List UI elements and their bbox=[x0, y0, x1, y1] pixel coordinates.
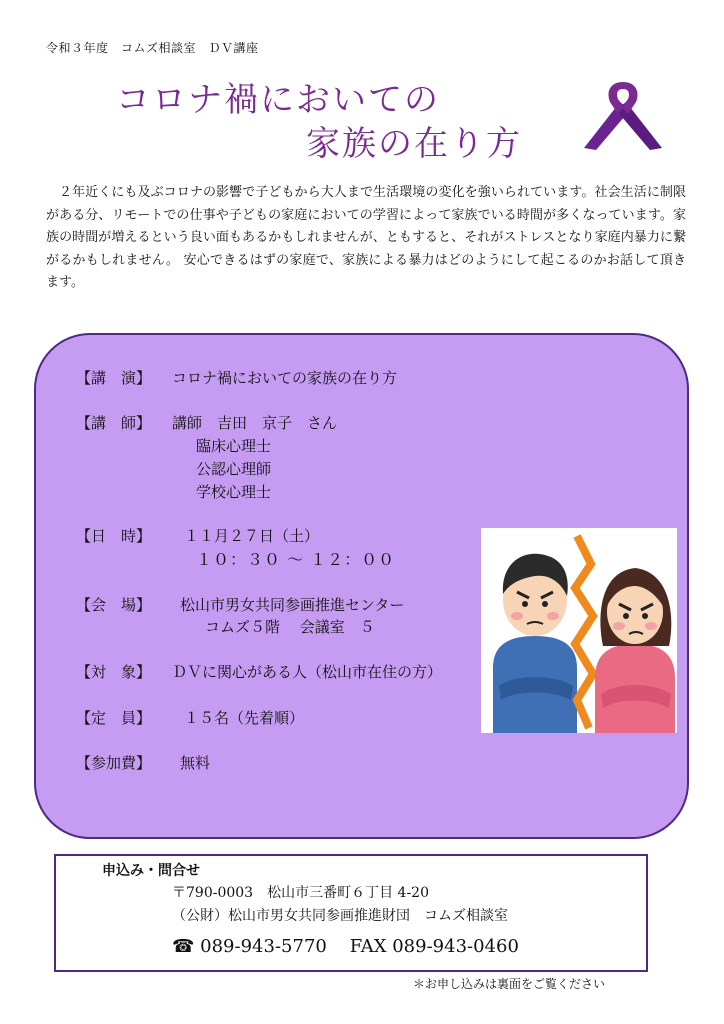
lecturer-label: 【講 師】 bbox=[76, 414, 152, 432]
contact-organization: （公財）松山市男女共同参画推進財団 コムズ相談室 bbox=[172, 908, 508, 924]
venue-name: 松山市男女共同参画推進センター bbox=[180, 596, 405, 614]
target-label: 【対 象】 bbox=[76, 663, 152, 681]
contact-phone-line bbox=[172, 936, 519, 957]
header-line: 令和３年度 コムズ相談室 ＤＶ講座 bbox=[46, 41, 259, 55]
contact-fax: FAX 089-943-0460 bbox=[349, 936, 519, 957]
event-date: １１月２７日（土） bbox=[184, 527, 320, 545]
title-line-2: 家族の在り方 bbox=[306, 124, 522, 164]
lecturer-name: 講師 吉田 京子 さん bbox=[172, 414, 338, 432]
lecture-label: 【講 演】 bbox=[76, 369, 152, 387]
capacity-label: 【定 員】 bbox=[76, 709, 152, 727]
intro-paragraph: ２年近くにも及ぶコロナの影響で子どもから大人まで生活環境の変化を強いられています。社会生活に制限がある分、リモートでの仕事や子どもの家庭においての学習によって家族でいる時間が多くなっています。家族の時間が増えるという良い面もあるかもしれませんが、ともすると、それがストレスとなり家庭内暴力に繋がるかもしれません。 安心できるはずの家庭で、家族による暴力はどのようにして起こるのかお話して頂きます。 bbox=[46, 185, 686, 290]
title-line-1: コロナ禍においての bbox=[116, 80, 440, 120]
awareness-ribbon-icon bbox=[580, 78, 666, 152]
arguing-couple-illustration bbox=[481, 528, 677, 733]
fee-label: 【参加費】 bbox=[76, 754, 152, 772]
contact-title: 申込み・問合せ bbox=[102, 863, 200, 879]
footnote: ＊お申し込みは裏面をご覧ください bbox=[413, 977, 606, 991]
lecture-value: コロナ禍においての家族の在り方 bbox=[172, 369, 398, 387]
venue-label: 【会 場】 bbox=[76, 596, 152, 614]
target-value: ＤＶに関心がある人（松山市在住の方） bbox=[172, 663, 443, 681]
contact-address: 〒790-0003 松山市三番町６丁目 4-20 bbox=[172, 885, 429, 901]
venue-room: コムズ５階 会議室 ５ bbox=[205, 618, 375, 636]
qualification-2: 公認心理師 bbox=[196, 460, 272, 478]
event-time: １０：３０ ～ １２：００ bbox=[196, 550, 396, 569]
phone-icon: ☎ bbox=[172, 936, 195, 957]
fee-value: 無料 bbox=[180, 754, 211, 772]
qualification-1: 臨床心理士 bbox=[196, 437, 272, 455]
qualification-3: 学校心理士 bbox=[196, 483, 272, 501]
datetime-label: 【日 時】 bbox=[76, 527, 152, 545]
capacity-value: １５名（先着順） bbox=[184, 709, 305, 727]
contact-tel: 089-943-5770 bbox=[200, 936, 327, 957]
